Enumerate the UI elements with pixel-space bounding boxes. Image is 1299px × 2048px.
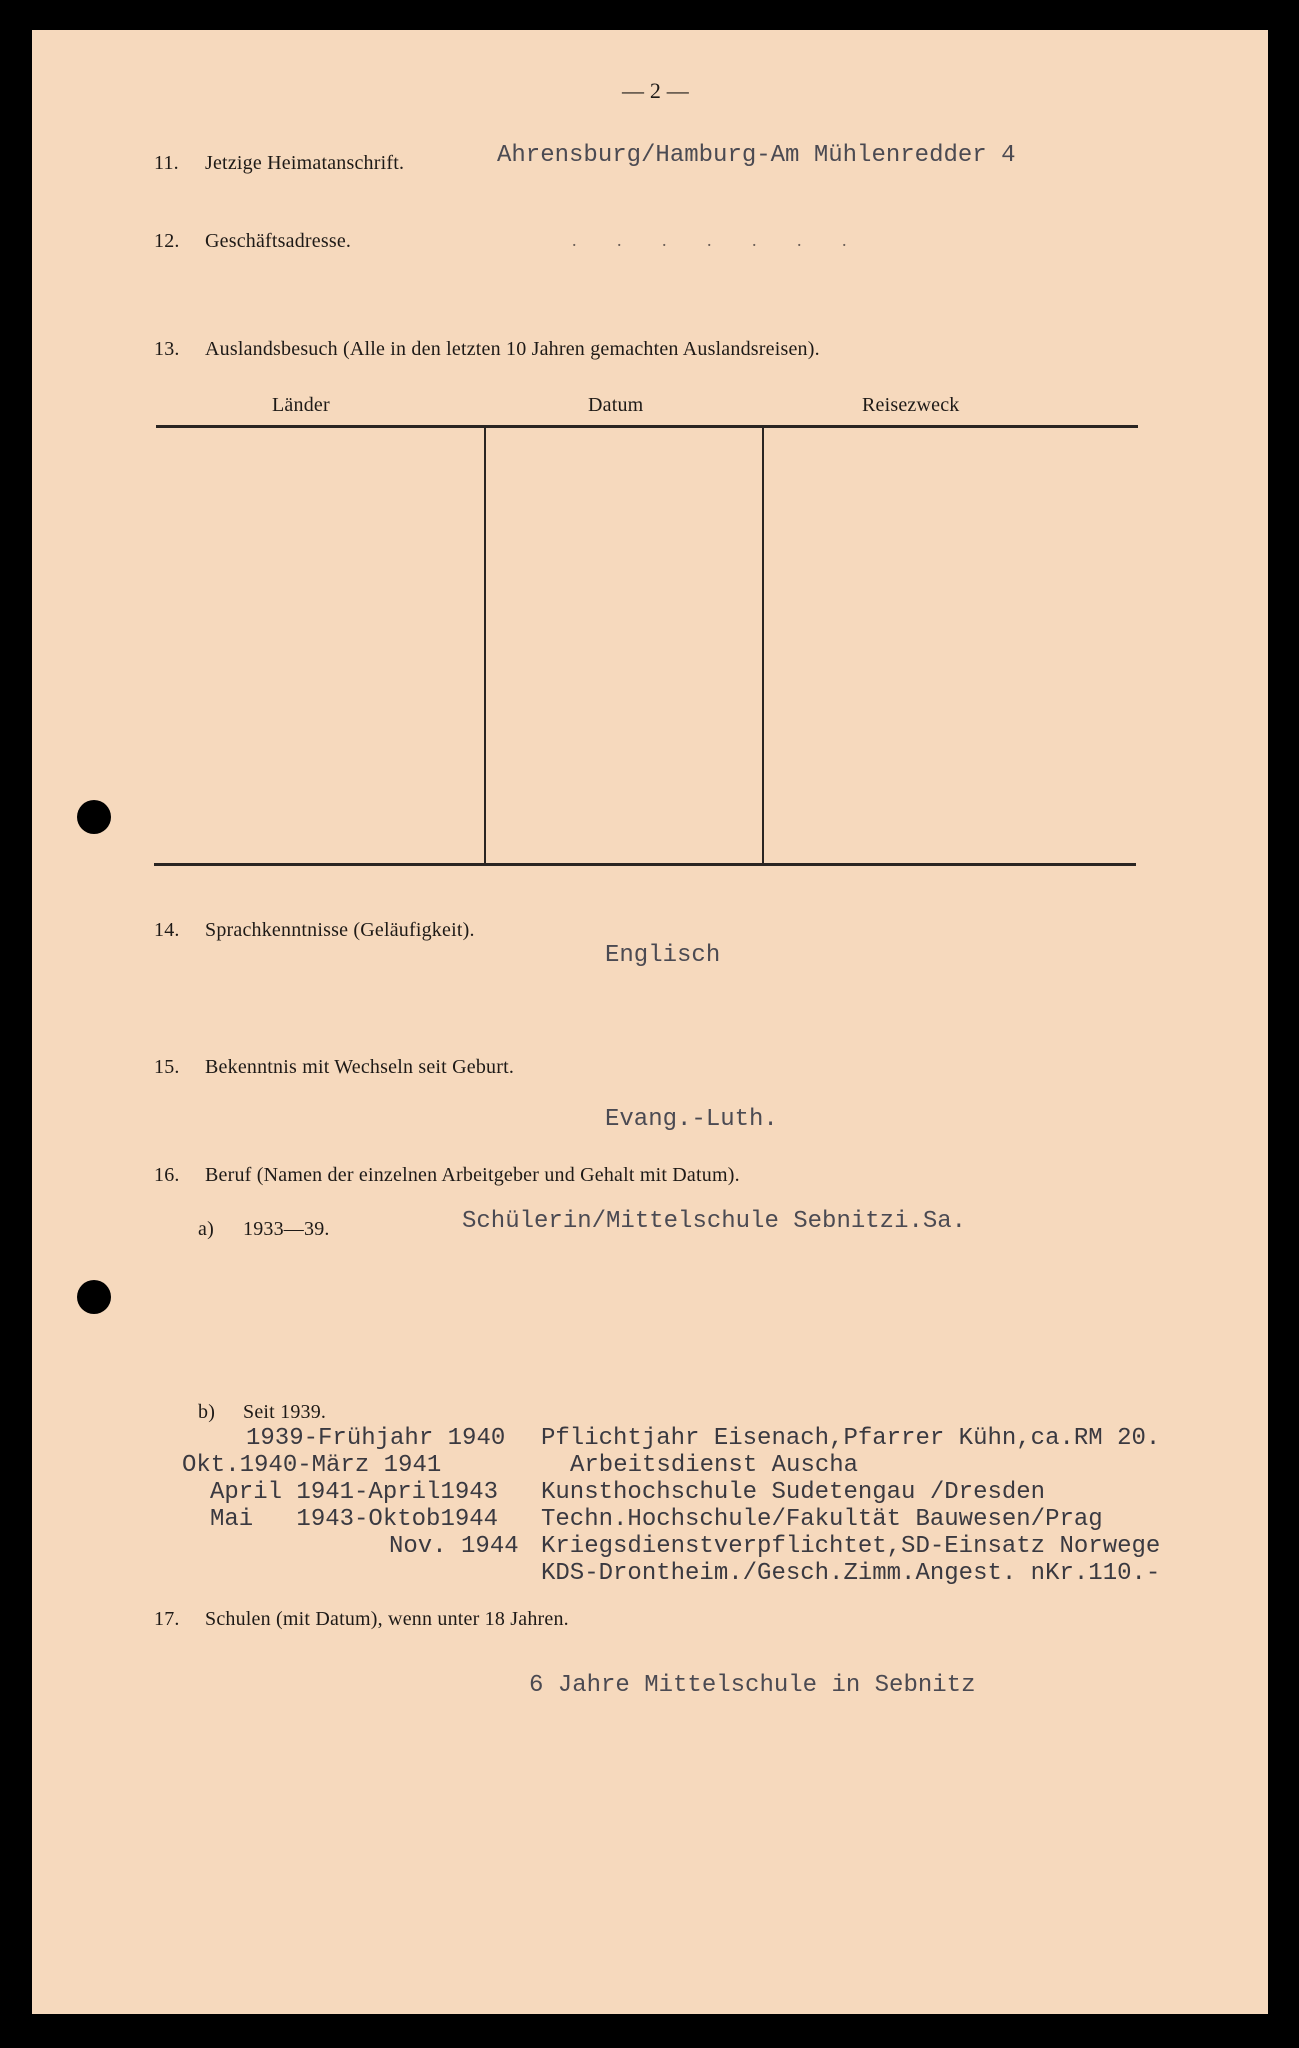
item-12-number: 12.: [154, 230, 180, 252]
col-header-reisezweck: Reisezweck: [862, 394, 960, 416]
employment-date: Nov. 1944: [389, 1533, 519, 1560]
item-16a-years: 1933—39.: [243, 1218, 330, 1240]
item-15-value: Evang.-Luth.: [605, 1106, 778, 1133]
punch-hole-top: [77, 800, 111, 834]
item-12-dots: . . . . . . .: [572, 230, 865, 250]
employment-text: Arbeitsdienst Auscha: [570, 1452, 859, 1479]
table-divider-1: [484, 428, 486, 864]
item-16a-value: Schülerin/Mittelschule Sebnitzi.Sa.: [462, 1208, 967, 1235]
item-16a-label: a): [198, 1218, 214, 1240]
punch-hole-bottom: [77, 1280, 111, 1314]
item-16b-years: Seit 1939.: [243, 1401, 327, 1423]
table-bottom-rule: [154, 863, 1136, 866]
employment-text: Pflichtjahr Eisenach,Pfarrer Kühn,ca.RM 20.: [541, 1425, 1161, 1452]
item-16-number: 16.: [154, 1164, 180, 1186]
item-17-value: 6 Jahre Mittelschule in Sebnitz: [529, 1672, 976, 1699]
item-11-label: Jetzige Heimatanschrift.: [205, 152, 405, 174]
item-16b-label: b): [198, 1401, 216, 1423]
item-17-label: Schulen (mit Datum), wenn unter 18 Jahren.: [205, 1608, 569, 1630]
item-14-value: Englisch: [605, 942, 721, 969]
employment-text: KDS-Drontheim./Gesch.Zimm.Angest. nKr.110.-: [541, 1560, 1161, 1587]
employment-text: Techn.Hochschule/Fakultät Bauwesen/Prag: [541, 1506, 1103, 1533]
item-15-label: Bekenntnis mit Wechseln seit Geburt.: [205, 1056, 515, 1078]
item-17-number: 17.: [154, 1608, 180, 1630]
employment-date: 1939-Frühjahr 1940: [246, 1425, 506, 1452]
employment-date: Okt.1940-März 1941: [182, 1452, 442, 1479]
col-header-datum: Datum: [588, 394, 644, 416]
document-page: [32, 30, 1268, 2014]
employment-text: Kriegsdienstverpflichtet,SD-Einsatz Norwege: [541, 1533, 1161, 1560]
item-14-label: Sprachkenntnisse (Geläufigkeit).: [205, 919, 475, 941]
item-11-value: Ahrensburg/Hamburg-Am Mühlenredder 4: [497, 142, 1016, 169]
item-15-number: 15.: [154, 1056, 180, 1078]
table-top-rule: [156, 425, 1138, 428]
table-divider-2: [762, 428, 764, 864]
item-11-number: 11.: [154, 152, 179, 174]
col-header-laender: Länder: [272, 394, 330, 416]
item-14-number: 14.: [154, 919, 180, 941]
page-number: — 2 —: [622, 78, 689, 103]
employment-text: Kunsthochschule Sudetengau /Dresden: [541, 1479, 1046, 1506]
employment-date: April 1941-April1943: [210, 1479, 499, 1506]
item-13-label: Auslandsbesuch (Alle in den letzten 10 Jahren gemachten Auslandsreisen).: [205, 338, 820, 360]
employment-date: Mai 1943-Oktob1944: [210, 1506, 499, 1533]
item-12-label: Geschäftsadresse.: [205, 230, 352, 252]
item-13-number: 13.: [154, 338, 180, 360]
item-16-label: Beruf (Namen der einzelnen Arbeitgeber und Gehalt mit Datum).: [205, 1164, 740, 1186]
